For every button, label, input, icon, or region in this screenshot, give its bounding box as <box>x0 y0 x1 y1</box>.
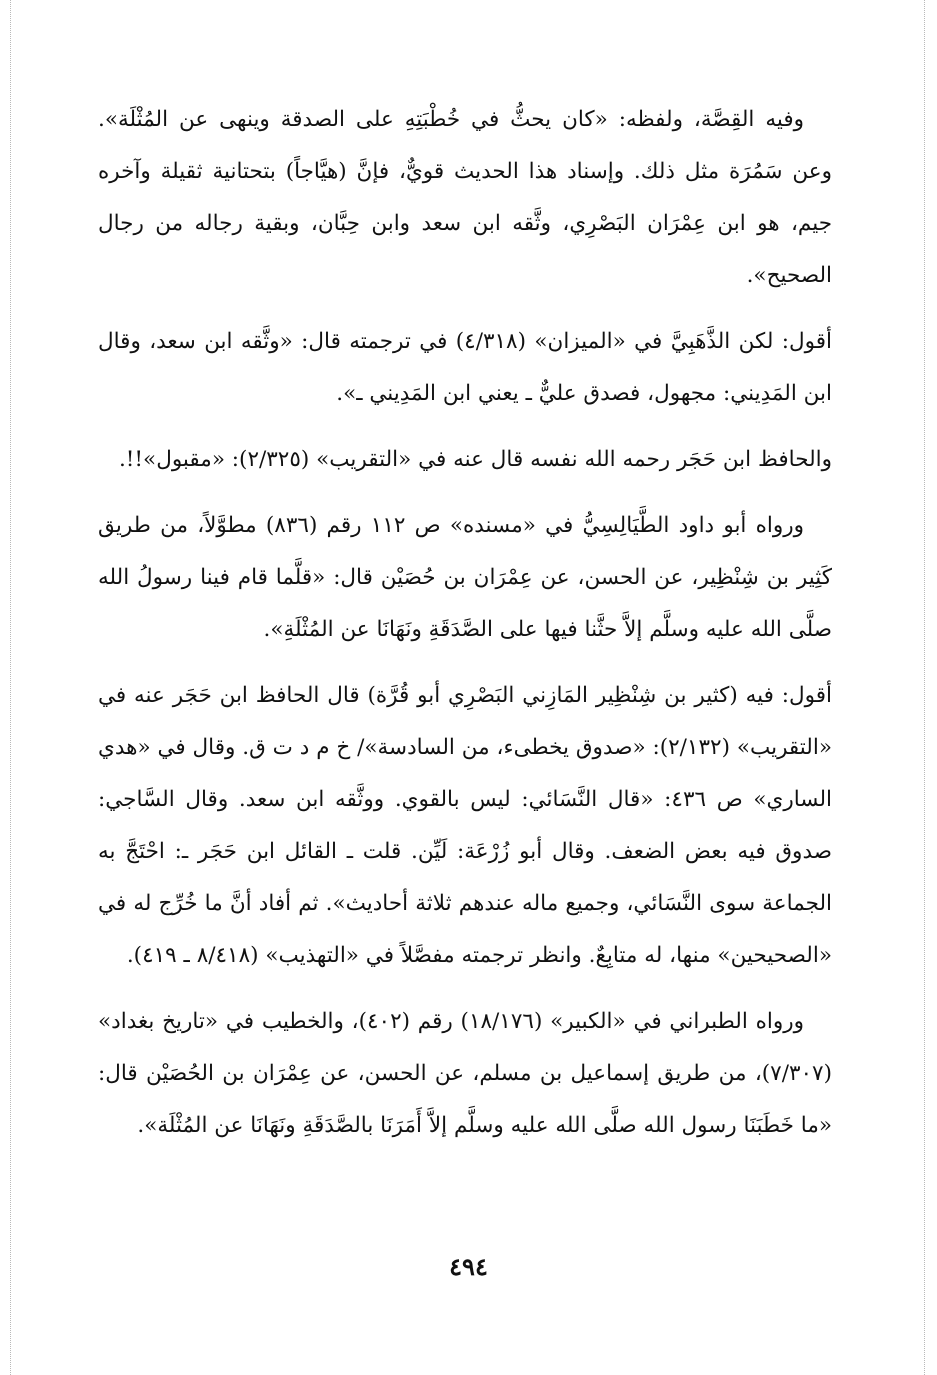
scan-edge-right <box>924 0 925 1375</box>
paragraph-hadith-text: وفيه القِصَّة، ولفظه: «كان يحثُّ في خُطْبَتِهِ على الصدقة وينهى عن المُثْلَة». وعن سَمُرَة مثل ذلك. وإسناد هذا الحديث قويٌّ، فإنَّ (هيَّاجاً) بتحتانية ثقيلة وآخره جيم، هو ابن عِمْرَان البَصْرِي، وثَّقه ابن سعد وابن حِبَّان، وبقية رجاله من رجال الصحيح». <box>98 107 832 288</box>
scan-edge-left <box>10 0 11 1375</box>
paragraph-tayalisi-narration: ورواه أبو داود الطَّيَالِسِيُّ في «مسنده» ص ١١٢ رقم (٨٣٦) مطوَّلاً، من طريق كَثِير بن شِنْظِير، عن الحسن، عن عِمْرَان بن حُصَيْن قال: «قلَّما قام فينا رسولُ الله صلَّى الله عليه وسلَّم إلاَّ حثَّنا فيها على الصَّدَقَةِ ونَهَانَا عن المُثْلَةِ». <box>98 513 832 642</box>
page-number: ٤٩٤ <box>449 1252 488 1281</box>
paragraph-dhahabi-comment: أقول: لكن الذَّهَبِيَّ في «الميزان» (٤/٣١٨) في ترجمته قال: «وثَّقه ابن سعد، وقال ابن المَدِيني: مجهول، فصدق عليٌّ ـ يعني ابن المَدِيني ـ». <box>98 329 833 406</box>
paragraph-kathir-ibn-shinzir: أقول: فيه (كثير بن شِنْظِير المَازِني البَصْرِي أبو قُرَّة) قال الحافظ ابن حَجَر عنه في «التقريب» (٢/١٣٢): «صدوق يخطىء، من السادسة»/ خ م د ت ق. وقال في «هدي الساري» ص ٤٣٦: «قال النَّسَائي: ليس بالقوي. ووثَّقه ابن سعد. وقال السَّاجي: صدوق فيه بعض الضعف. وقال أبو زُرْعَة: لَيِّن. قلت ـ القائل ابن حَجَر ـ: احْتَجَّ به الجماعة سوى النَّسَائي، وجميع ماله عندهم ثلاثة أحاديث». ثم أفاد أنَّ ما خُرِّج له في «الصحيحين» منها، له متابِعٌ. وانظر ترجمته مفصَّلاً في «التهذيب» (٨/٤١٨ ـ ٤١٩). <box>98 683 832 968</box>
paragraph-ibn-hajar-taqrib: والحافظ ابن حَجَر رحمه الله نفسه قال عنه في «التقريب» (٢/٣٢٥): «مقبول»!!. <box>118 447 832 472</box>
page-body-text <box>98 94 832 1166</box>
paragraph-tabarani-narration: ورواه الطبراني في «الكبير» (١٨/١٧٦) رقم (٤٠٢)، والخطيب في «تاريخ بغداد» (٧/٣٠٧)، من طريق إسماعيل بن مسلم، عن الحسن، عن عِمْرَان بن الحُصَيْن قال: «ما خَطَبَنَا رسول الله صلَّى الله عليه وسلَّم إلاَّ أَمَرَنَا بالصَّدَقَةِ ونَهَانَا عن المُثْلَة». <box>98 1009 832 1138</box>
